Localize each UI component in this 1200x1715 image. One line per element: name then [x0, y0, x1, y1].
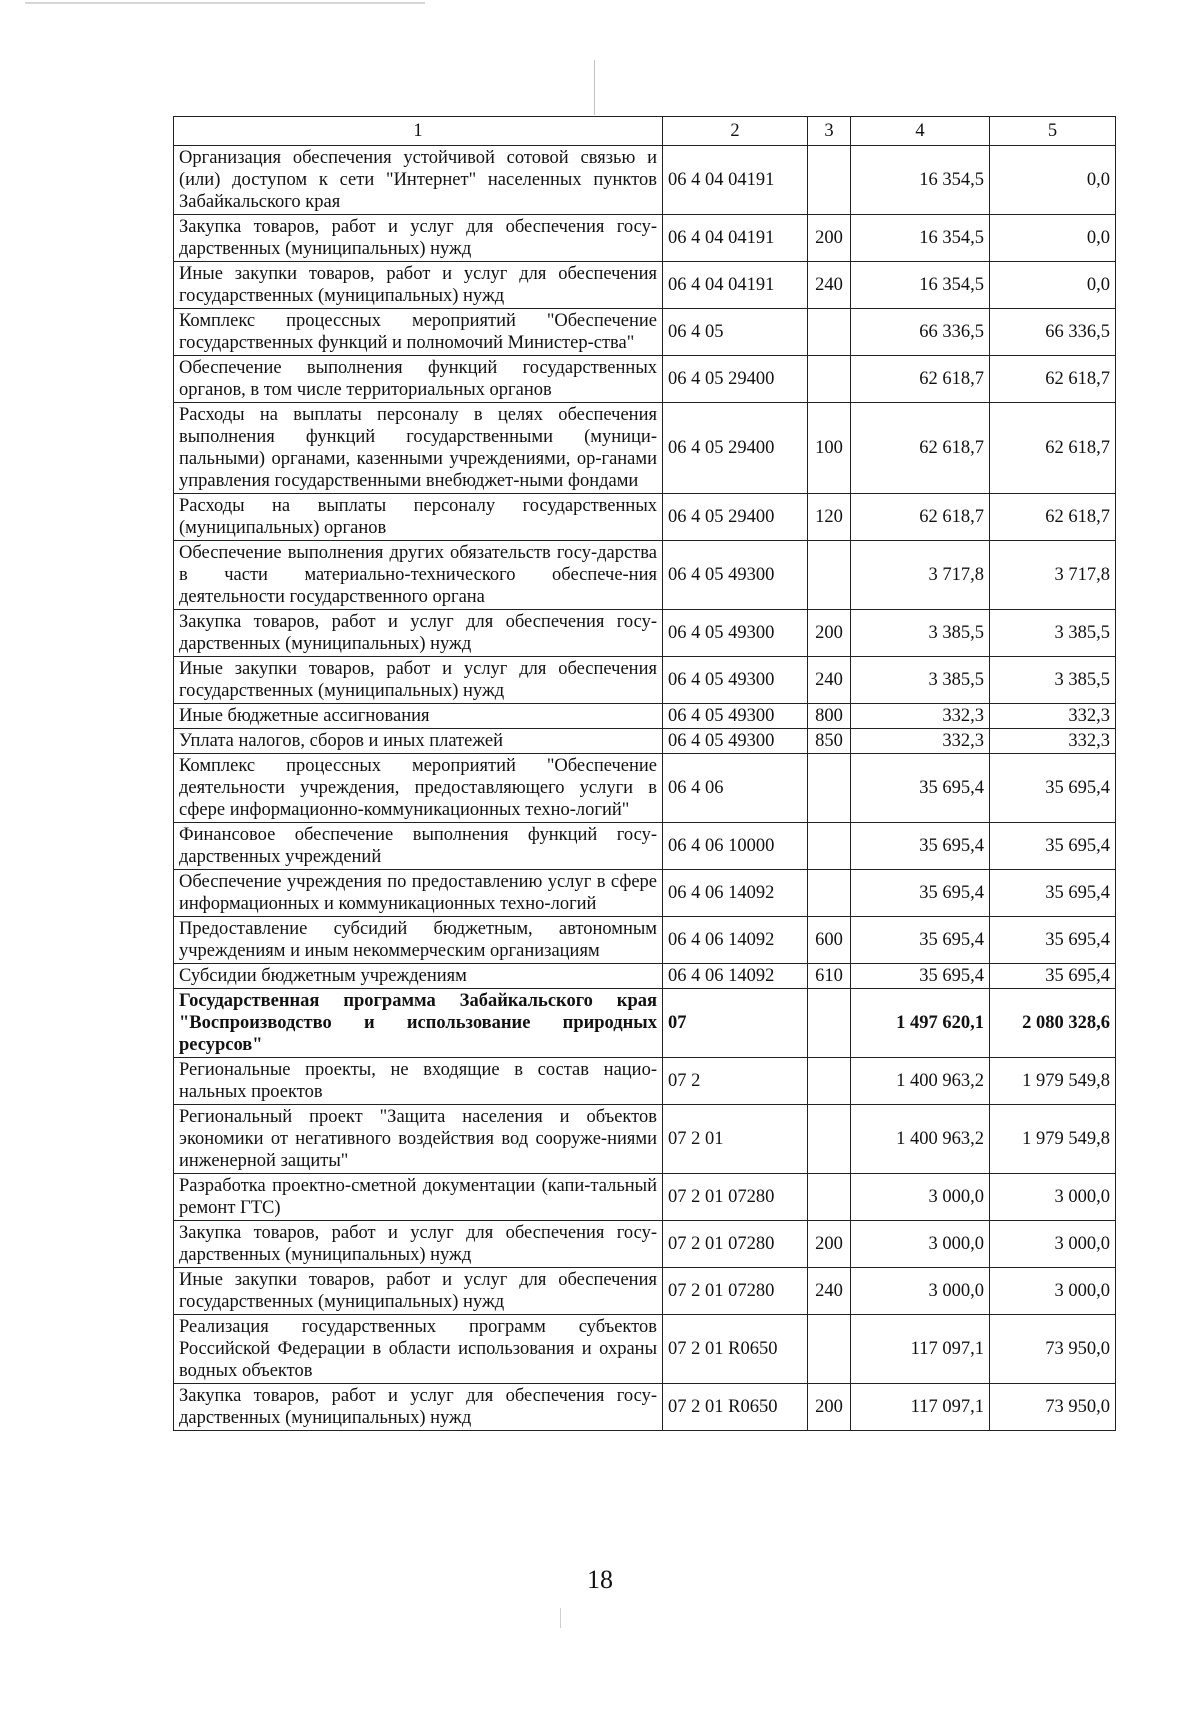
row-code-cell: 07	[663, 989, 808, 1058]
row-code-cell: 06 4 05	[663, 309, 808, 356]
row-name-cell: Иные закупки товаров, работ и услуг для обеспечения государственных (муниципальных) нужд	[174, 262, 663, 309]
row-code-cell: 07 2 01 R0650	[663, 1384, 808, 1431]
row-expense-type-cell	[808, 1058, 851, 1105]
table-row	[174, 262, 1116, 309]
row-code-cell: 06 4 05 49300	[663, 541, 808, 610]
row-code-cell: 06 4 05 29400	[663, 494, 808, 541]
scan-artifact	[594, 60, 595, 115]
row-code-cell: 07 2	[663, 1058, 808, 1105]
row-amount-2025-cell: 73 950,0	[990, 1315, 1116, 1384]
row-name-cell: Обеспечение выполнения функций государственных органов, в том числе территориальных органов	[174, 356, 663, 403]
row-amount-2024-cell: 16 354,5	[851, 262, 990, 309]
row-code-cell: 06 4 05 49300	[663, 729, 808, 754]
row-amount-2025-cell: 0,0	[990, 262, 1116, 309]
row-name-cell: Комплекс процессных мероприятий "Обеспечение государственных функций и полномочий Министер-ства"	[174, 309, 663, 356]
row-expense-type-cell	[808, 1315, 851, 1384]
table-row	[174, 964, 1116, 989]
header-col-2: 2	[663, 117, 808, 146]
row-code-cell: 06 4 05 49300	[663, 704, 808, 729]
table-row	[174, 215, 1116, 262]
row-amount-2024-cell: 62 618,7	[851, 356, 990, 403]
table-row	[174, 1384, 1116, 1431]
table-row	[174, 729, 1116, 754]
row-name-cell: Обеспечение учреждения по предоставлению услуг в сфере информационных и коммуникационных техно-логий	[174, 870, 663, 917]
table-row	[174, 704, 1116, 729]
row-expense-type-cell: 120	[808, 494, 851, 541]
row-amount-2025-cell: 1 979 549,8	[990, 1105, 1116, 1174]
row-code-cell: 06 4 05 29400	[663, 403, 808, 494]
row-amount-2024-cell: 3 000,0	[851, 1174, 990, 1221]
row-expense-type-cell	[808, 541, 851, 610]
row-amount-2025-cell: 3 385,5	[990, 657, 1116, 704]
row-amount-2025-cell: 35 695,4	[990, 917, 1116, 964]
row-amount-2025-cell: 73 950,0	[990, 1384, 1116, 1431]
row-expense-type-cell	[808, 309, 851, 356]
row-amount-2024-cell: 16 354,5	[851, 146, 990, 215]
row-amount-2024-cell: 16 354,5	[851, 215, 990, 262]
row-expense-type-cell	[808, 1105, 851, 1174]
row-expense-type-cell	[808, 146, 851, 215]
table-row	[174, 1174, 1116, 1221]
row-name-cell: Финансовое обеспечение выполнения функций госу-дарственных учреждений	[174, 823, 663, 870]
row-amount-2024-cell: 62 618,7	[851, 403, 990, 494]
row-name-cell: Субсидии бюджетным учреждениям	[174, 964, 663, 989]
row-amount-2025-cell: 66 336,5	[990, 309, 1116, 356]
row-expense-type-cell	[808, 989, 851, 1058]
row-name-cell: Иные закупки товаров, работ и услуг для обеспечения государственных (муниципальных) нужд	[174, 657, 663, 704]
row-amount-2025-cell: 1 979 549,8	[990, 1058, 1116, 1105]
row-name-cell: Закупка товаров, работ и услуг для обеспечения госу-дарственных (муниципальных) нужд	[174, 215, 663, 262]
header-row	[174, 117, 1116, 146]
row-expense-type-cell: 240	[808, 657, 851, 704]
row-code-cell: 07 2 01 R0650	[663, 1315, 808, 1384]
row-amount-2024-cell: 62 618,7	[851, 494, 990, 541]
row-amount-2025-cell: 62 618,7	[990, 403, 1116, 494]
row-amount-2025-cell: 62 618,7	[990, 356, 1116, 403]
row-amount-2025-cell: 35 695,4	[990, 964, 1116, 989]
row-amount-2024-cell: 3 717,8	[851, 541, 990, 610]
table-row	[174, 1268, 1116, 1315]
row-expense-type-cell	[808, 1174, 851, 1221]
row-amount-2024-cell: 332,3	[851, 729, 990, 754]
row-amount-2025-cell: 0,0	[990, 215, 1116, 262]
row-code-cell: 06 4 04 04191	[663, 215, 808, 262]
row-expense-type-cell: 600	[808, 917, 851, 964]
row-expense-type-cell: 800	[808, 704, 851, 729]
row-name-cell: Разработка проектно-сметной документации (капи-тальный ремонт ГТС)	[174, 1174, 663, 1221]
row-code-cell: 07 2 01 07280	[663, 1221, 808, 1268]
row-amount-2024-cell: 1 400 963,2	[851, 1058, 990, 1105]
table-row	[174, 610, 1116, 657]
table-row	[174, 146, 1116, 215]
table-row	[174, 1105, 1116, 1174]
table-row	[174, 403, 1116, 494]
row-name-cell: Расходы на выплаты персоналу государственных (муниципальных) органов	[174, 494, 663, 541]
table-row	[174, 1221, 1116, 1268]
row-name-cell: Реализация государственных программ субъектов Российской Федерации в области использования и охраны водных объектов	[174, 1315, 663, 1384]
row-expense-type-cell	[808, 823, 851, 870]
table-row	[174, 309, 1116, 356]
budget-table	[173, 116, 1116, 1431]
row-amount-2025-cell: 35 695,4	[990, 754, 1116, 823]
row-code-cell: 07 2 01 07280	[663, 1174, 808, 1221]
row-amount-2024-cell: 35 695,4	[851, 823, 990, 870]
row-name-cell: Региональные проекты, не входящие в состав нацио-нальных проектов	[174, 1058, 663, 1105]
row-amount-2024-cell: 1 400 963,2	[851, 1105, 990, 1174]
header-col-1: 1	[174, 117, 663, 146]
row-code-cell: 06 4 06	[663, 754, 808, 823]
table-row	[174, 989, 1116, 1058]
row-amount-2025-cell: 35 695,4	[990, 823, 1116, 870]
row-code-cell: 06 4 05 49300	[663, 610, 808, 657]
table-row	[174, 1315, 1116, 1384]
row-amount-2025-cell: 62 618,7	[990, 494, 1116, 541]
row-code-cell: 06 4 06 14092	[663, 964, 808, 989]
row-amount-2025-cell: 3 000,0	[990, 1221, 1116, 1268]
table-row	[174, 870, 1116, 917]
page-number: 18	[587, 1565, 613, 1594]
row-amount-2024-cell: 117 097,1	[851, 1315, 990, 1384]
row-name-cell: Региональный проект "Защита населения и объектов экономики от негативного воздействия вод сооруже-ниями инженерной защиты"	[174, 1105, 663, 1174]
scan-artifact	[25, 2, 425, 4]
row-amount-2024-cell: 3 385,5	[851, 657, 990, 704]
table-row	[174, 1058, 1116, 1105]
table-row	[174, 356, 1116, 403]
row-name-cell: Государственная программа Забайкальского края "Воспроизводство и использование природных ресурсов"	[174, 989, 663, 1058]
table-row	[174, 657, 1116, 704]
row-name-cell: Обеспечение выполнения других обязательств госу-дарства в части материально-технического обеспече-ния деятельности государственного органа	[174, 541, 663, 610]
row-expense-type-cell: 200	[808, 215, 851, 262]
row-code-cell: 06 4 06 14092	[663, 917, 808, 964]
row-code-cell: 06 4 04 04191	[663, 262, 808, 309]
row-amount-2024-cell: 3 000,0	[851, 1268, 990, 1315]
row-amount-2024-cell: 332,3	[851, 704, 990, 729]
row-amount-2025-cell: 3 000,0	[990, 1268, 1116, 1315]
row-code-cell: 07 2 01 07280	[663, 1268, 808, 1315]
row-expense-type-cell	[808, 870, 851, 917]
row-expense-type-cell	[808, 754, 851, 823]
row-amount-2024-cell: 35 695,4	[851, 870, 990, 917]
row-code-cell: 06 4 06 10000	[663, 823, 808, 870]
row-expense-type-cell	[808, 356, 851, 403]
row-name-cell: Иные бюджетные ассигнования	[174, 704, 663, 729]
row-expense-type-cell: 240	[808, 1268, 851, 1315]
row-expense-type-cell: 240	[808, 262, 851, 309]
row-amount-2024-cell: 66 336,5	[851, 309, 990, 356]
row-expense-type-cell: 200	[808, 1221, 851, 1268]
row-name-cell: Уплата налогов, сборов и иных платежей	[174, 729, 663, 754]
row-amount-2024-cell: 3 385,5	[851, 610, 990, 657]
row-expense-type-cell: 610	[808, 964, 851, 989]
table-row	[174, 823, 1116, 870]
row-amount-2024-cell: 117 097,1	[851, 1384, 990, 1431]
table-row	[174, 541, 1116, 610]
row-amount-2025-cell: 0,0	[990, 146, 1116, 215]
row-amount-2024-cell: 35 695,4	[851, 964, 990, 989]
row-amount-2024-cell: 35 695,4	[851, 754, 990, 823]
row-code-cell: 06 4 04 04191	[663, 146, 808, 215]
row-amount-2025-cell: 35 695,4	[990, 870, 1116, 917]
header-col-3: 3	[808, 117, 851, 146]
row-amount-2024-cell: 35 695,4	[851, 917, 990, 964]
row-amount-2025-cell: 3 000,0	[990, 1174, 1116, 1221]
row-amount-2025-cell: 2 080 328,6	[990, 989, 1116, 1058]
header-col-4: 4	[851, 117, 990, 146]
row-name-cell: Закупка товаров, работ и услуг для обеспечения госу-дарственных (муниципальных) нужд	[174, 1384, 663, 1431]
row-name-cell: Расходы на выплаты персоналу в целях обеспечения выполнения функций государственными (муници-пальными) органами, казенными учреждениями, ор-ганами управления государственными внебюджет-ными фондами	[174, 403, 663, 494]
row-name-cell: Закупка товаров, работ и услуг для обеспечения госу-дарственных (муниципальных) нужд	[174, 610, 663, 657]
row-expense-type-cell: 850	[808, 729, 851, 754]
row-amount-2025-cell: 3 717,8	[990, 541, 1116, 610]
row-expense-type-cell: 200	[808, 1384, 851, 1431]
row-name-cell: Организация обеспечения устойчивой сотовой связью и (или) доступом к сети "Интернет" населенных пунктов Забайкальского края	[174, 146, 663, 215]
table-row	[174, 754, 1116, 823]
table-body	[174, 146, 1116, 1431]
row-name-cell: Предоставление субсидий бюджетным, автономным учреждениям и иным некоммерческим организациям	[174, 917, 663, 964]
row-expense-type-cell: 200	[808, 610, 851, 657]
row-name-cell: Комплекс процессных мероприятий "Обеспечение деятельности учреждения, предоставляющего услуги в сфере информационно-коммуникационных техно-логий"	[174, 754, 663, 823]
scan-artifact	[560, 1608, 561, 1628]
row-code-cell: 06 4 05 49300	[663, 657, 808, 704]
row-amount-2024-cell: 1 497 620,1	[851, 989, 990, 1058]
row-amount-2025-cell: 332,3	[990, 729, 1116, 754]
row-amount-2025-cell: 332,3	[990, 704, 1116, 729]
header-col-5: 5	[990, 117, 1116, 146]
table-row	[174, 494, 1116, 541]
row-name-cell: Закупка товаров, работ и услуг для обеспечения госу-дарственных (муниципальных) нужд	[174, 1221, 663, 1268]
row-code-cell: 07 2 01	[663, 1105, 808, 1174]
row-expense-type-cell: 100	[808, 403, 851, 494]
row-name-cell: Иные закупки товаров, работ и услуг для обеспечения государственных (муниципальных) нужд	[174, 1268, 663, 1315]
row-amount-2024-cell: 3 000,0	[851, 1221, 990, 1268]
row-amount-2025-cell: 3 385,5	[990, 610, 1116, 657]
table-row	[174, 917, 1116, 964]
row-code-cell: 06 4 06 14092	[663, 870, 808, 917]
row-code-cell: 06 4 05 29400	[663, 356, 808, 403]
